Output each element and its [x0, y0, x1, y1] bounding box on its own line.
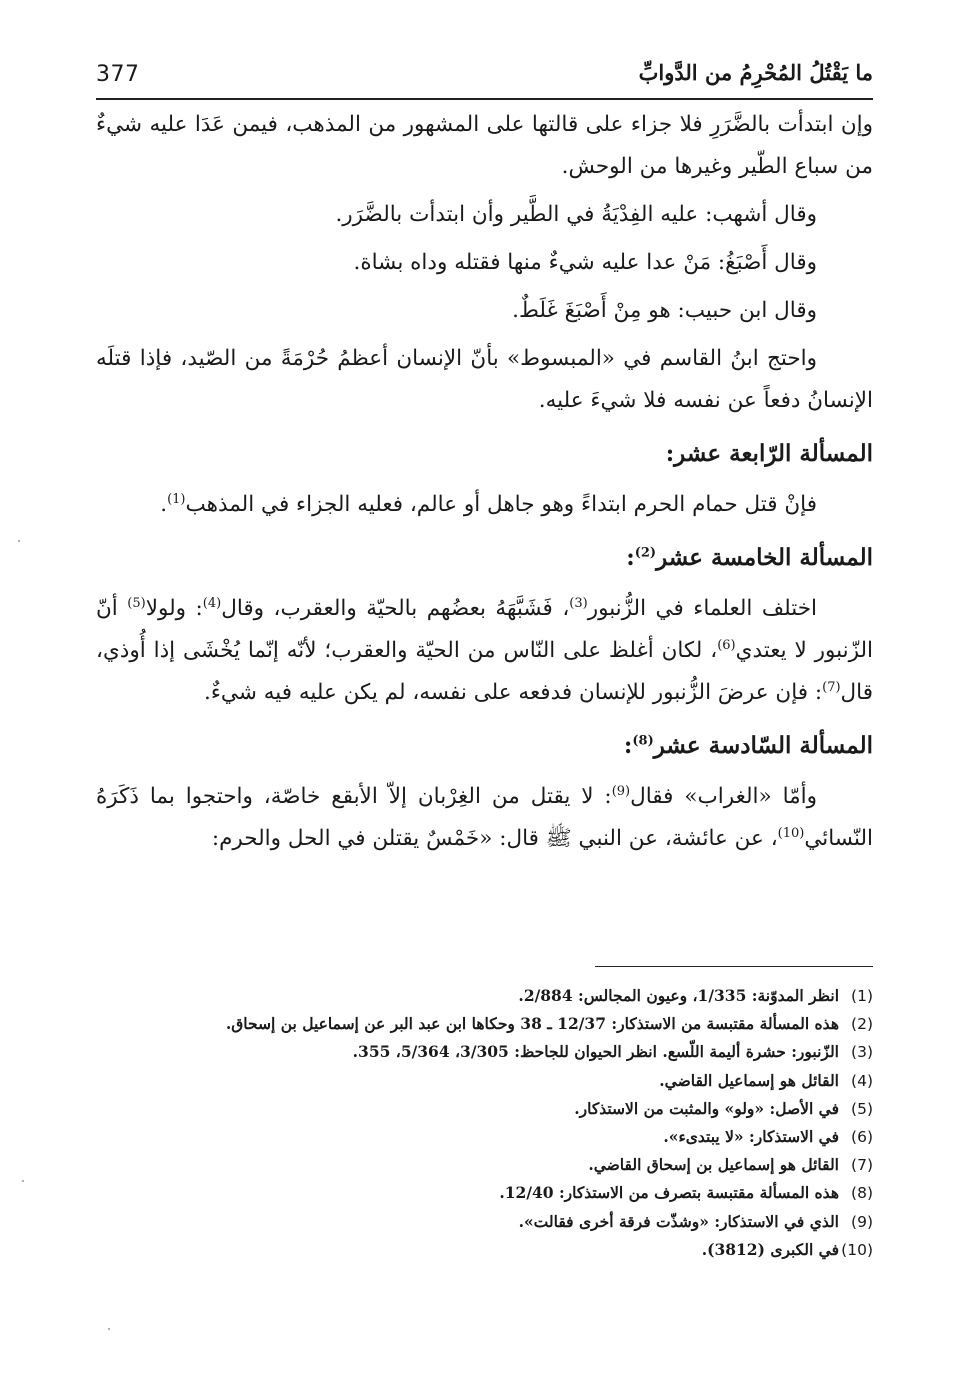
footnote-number: (4) [851, 1071, 873, 1090]
footnote-ref-6: (6) [717, 637, 736, 653]
paragraph-7-text-f: : فإن عرضَ الزُّنبور للإنسان فدفعه على نفسه، لم يكن عليه فيه شيءٌ. [203, 680, 823, 705]
footnote-text: القائل هو إسماعيل بن إسحاق القاضي. [588, 1155, 839, 1175]
footnote-number: (7) [851, 1156, 873, 1175]
footnote-text: في الأصل: «ولو» والمثبت من الاستذكار. [574, 1098, 839, 1118]
footnote-ref-7: (7) [822, 679, 841, 695]
section-heading-15 [96, 536, 873, 580]
footnote-item [120, 1038, 873, 1066]
paragraph-7-text-e: ، لكان أغلظ على النّاس من الحيّة والعقرب؛ لأنّه إنّما يُخْشَى إذا أُوذي، قال [96, 638, 873, 705]
footnote-text: في الكبرى (3812). [701, 1239, 839, 1259]
paragraph-6 [96, 484, 873, 526]
footnote-ref-4: (4) [202, 595, 222, 611]
footnote-item [120, 982, 873, 1010]
footnote-text: في الاستذكار: «لا يبتدىء». [663, 1127, 839, 1147]
footnotes [120, 982, 873, 1264]
footnote-number: (2) [851, 1015, 873, 1034]
footnote-ref-9: (9) [611, 783, 631, 799]
paragraph-8 [96, 776, 873, 860]
scan-speck [108, 1328, 110, 1330]
paragraph-6-text: فإنْ قتل حمام الحرم ابتداءً وهو جاهل أو عالم، فعليه الجزاء في المذهب [185, 492, 817, 517]
footnote-number: (10) [841, 1240, 873, 1259]
footnote-ref-8: (8) [632, 733, 654, 749]
footnote-number: (8) [851, 1184, 873, 1203]
paragraph-7 [96, 588, 873, 714]
footnote-ref-5: (5) [127, 595, 146, 611]
paragraph-7-text-d: أنّ الزّنبور لا يعتدي [96, 596, 873, 663]
footnote-text: هذه المسألة مقتبسة من الاستذكار: 12/37 ـ 38 وحكاها ابن عبد البر عن إسماعيل بن إسحاق. [225, 1014, 839, 1034]
header-rule [96, 98, 873, 100]
paragraph-8-text-c: ، عن عائشة، عن النبي ﷺ قال: «خَمْسٌ يقتلن في الحل والحرم: [211, 826, 778, 851]
footnote-ref-3: (3) [569, 595, 588, 611]
footnote-item [120, 1208, 873, 1236]
paragraph-8-text-b: : لا يقتل من الغِرْبان إلاّ الأبقع خاصّة، واحتجوا بما ذَكَرَهُ النّسائي [96, 784, 873, 851]
footnote-ref-1: (1) [167, 491, 186, 507]
section-heading-16-colon: : [623, 732, 633, 759]
section-heading-15-colon: : [626, 544, 635, 571]
footnote-item [120, 1095, 873, 1123]
footnote-number: (6) [851, 1128, 873, 1147]
paragraph-6-end: . [160, 492, 168, 517]
paragraph-8-text-a: وأمّا «الغراب» فقال [630, 784, 818, 809]
paragraph-5: واحتج ابنُ القاسم في «المبسوط» بأنّ الإنسان أعظمُ حُرْمَةً من الصّيد، فإذا قتلَه الإنسانُ دفعاً عن نفسه فلا شيءَ عليه. [96, 346, 873, 413]
footnote-item [120, 1236, 873, 1264]
scan-speck [18, 540, 20, 542]
page-number: 377 [96, 62, 140, 87]
footnote-number: (5) [851, 1099, 873, 1118]
paragraph-1: وإن ابتدأت بالضَّرَرِ فلا جزاء على قالتها على المشهور من المذهب، فيمن عَدَا عليه شيءٌ من سباع الطّير وغيرها من الوحش. [96, 112, 873, 179]
section-heading-16 [96, 724, 873, 768]
paragraph-3: وقال أَصْبَغُ: مَنْ عدا عليه شيءٌ منها فقتله وداه بشاة. [353, 250, 817, 275]
paragraph-7-text-a: اختلف العلماء في الزُّنبور [587, 596, 817, 621]
scan-speck [22, 1180, 24, 1182]
footnote-item [120, 1067, 873, 1095]
paragraph-7-text-c: : ولولا [145, 596, 203, 621]
paragraph-7-text-b: ، فَشَبَّهَهُ بعضُهم بالحيّة والعقرب، وقال [221, 596, 570, 621]
footnote-item [120, 1123, 873, 1151]
page-header [96, 58, 873, 98]
footnote-item [120, 1151, 873, 1179]
footnote-item [120, 1179, 873, 1207]
footnote-number: (3) [851, 1043, 873, 1062]
footnote-ref-10: (10) [777, 825, 805, 841]
footnote-ref-2: (2) [634, 545, 657, 561]
footnote-number: (1) [851, 987, 873, 1005]
footnote-text: الزّنبور: حشرة أليمة اللّسع. انظر الحيوان للجاحظ: 3/305، 5/364، 355. [352, 1042, 839, 1062]
footnote-text: القائل هو إسماعيل القاضي. [659, 1070, 839, 1090]
footnote-number: (9) [851, 1212, 873, 1231]
main-text [96, 104, 873, 860]
footnote-text: انظر المدوّنة: 1/335، وعيون المجالس: 2/884. [518, 986, 839, 1005]
section-heading-16-text: المسألة السّادسة عشر [653, 732, 873, 759]
section-heading-15-text: المسألة الخامسة عشر [656, 544, 873, 571]
paragraph-4: وقال ابن حبيب: هو مِنْ أَصْبَغَ غَلَطٌ. [512, 298, 817, 323]
paragraph-2: وقال أشهب: عليه الفِدْيَةُ في الطَّير وأن ابتدأت بالضَّرَر. [335, 202, 817, 227]
footnote-item [120, 1010, 873, 1038]
footnote-text: الذي في الاستذكار: «وشذّت فرقة أخرى فقالت». [518, 1211, 839, 1231]
section-heading-14: المسألة الرّابعة عشر: [665, 440, 873, 467]
running-title: ما يَقْتُلُ المُحْرِمُ من الدَّوابِّ [638, 60, 873, 85]
footnote-separator [595, 966, 873, 967]
footnote-text: هذه المسألة مقتبسة بتصرف من الاستذكار: 12/40. [499, 1183, 839, 1203]
